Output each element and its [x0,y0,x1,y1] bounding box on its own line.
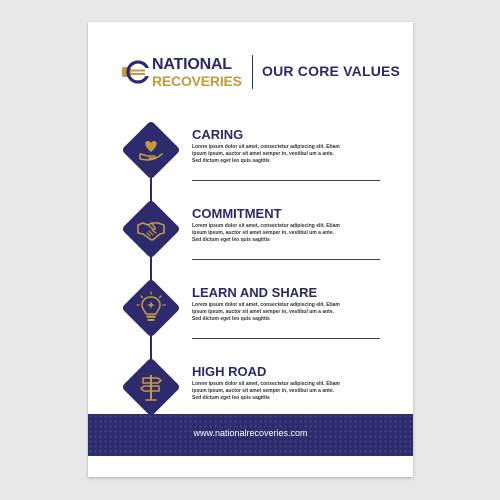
value-title: LEARN AND SHARE [192,285,318,300]
brand-name-line2: RECOVERIES [152,73,242,89]
signpost-icon [131,367,171,407]
value-description: Lorem ipsum dolor sit amet, consectetur adipiscing elit. Etiam ipsum ipsum, auctor sit amet semper in, vestibul um a ante. Sed dictum eget leo quis sagittis [192,223,340,243]
value-description: Lorem ipsum dolor sit amet, consectetur adipiscing elit. Etiam ipsum ipsum, auctor sit amet semper in, vestibul um a ante. Sed dictum eget leo quis sagittis [192,381,340,401]
page-title: OUR CORE VALUES [262,63,401,79]
header-divider [252,55,253,89]
core-values-poster [88,22,413,477]
lightbulb-icon [131,288,171,328]
brand-name-line1: NATIONAL [152,56,232,73]
value-description: Lorem ipsum dolor sit amet, consectetur adipiscing elit. Etiam ipsum ipsum, auctor sit amet semper in, vestibul um a ante. Sed dictum eget leo quis sagittis [192,144,340,164]
handshake-icon [131,209,171,249]
website-link[interactable]: www.nationalrecoveries.com [193,428,308,438]
value-description: Lorem ipsum dolor sit amet, consectetur adipiscing elit. Etiam ipsum ipsum, auctor sit amet semper in, vestibul um a ante. Sed dictum eget leo quis sagittis [192,302,340,322]
value-divider [192,259,380,260]
value-divider [192,338,380,339]
value-title: HIGH ROAD [192,364,267,379]
footer-band [88,414,413,456]
national-recoveries-logo-icon [122,58,150,86]
value-title: CARING [192,127,244,142]
value-commitment [88,198,413,278]
value-divider [192,180,380,181]
value-title: COMMITMENT [192,206,282,221]
heart-in-hand-icon [131,130,171,170]
value-learn-and-share [88,277,413,357]
brand-wordmark [152,57,242,88]
value-caring [88,119,413,199]
